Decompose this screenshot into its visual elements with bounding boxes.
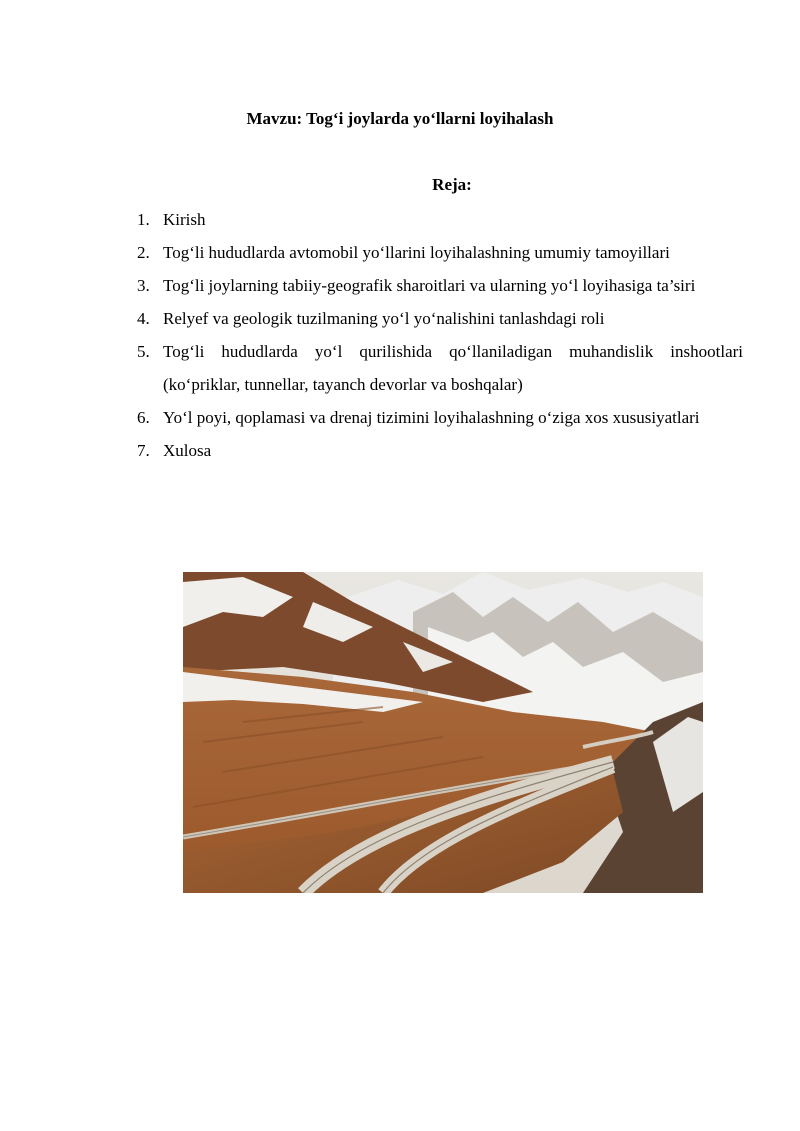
plan-item-7 bbox=[137, 434, 743, 467]
plan-item-number: 1. bbox=[137, 210, 150, 229]
plan-item-1 bbox=[137, 203, 743, 236]
plan-heading: Reja: bbox=[432, 175, 472, 194]
plan-item-text: Tog‘li hududlarda yo‘l qurilishida qo‘llaniladigan muhandislik inshootlari (ko‘priklar, tunnellar, tayanch devorlar va boshqalar) bbox=[163, 342, 743, 394]
plan-item-number: 3. bbox=[137, 276, 150, 295]
plan-item-text: Relyef va geologik tuzilmaning yo‘l yo‘nalishini tanlashdagi roli bbox=[163, 309, 605, 328]
plan-item-text: Yo‘l poyi, qoplamasi va drenaj tizimini loyihalashning o‘ziga xos xususiyatlari bbox=[163, 408, 700, 427]
plan-item-4 bbox=[137, 302, 743, 335]
plan-item-6 bbox=[137, 401, 743, 434]
plan-item-text: Kirish bbox=[163, 210, 206, 229]
plan-item-text: Tog‘li hududlarda avtomobil yo‘llarini loyihalashning umumiy tamoyillari bbox=[163, 243, 670, 262]
plan-item-text: Tog‘li joylarning tabiiy-geografik sharoitlari va ularning yo‘l loyihasiga ta’siri bbox=[163, 276, 696, 295]
plan-item-5 bbox=[137, 335, 743, 401]
plan-item-number: 2. bbox=[137, 243, 150, 262]
mountain-road-photo bbox=[183, 572, 703, 893]
plan-item-number: 6. bbox=[137, 408, 150, 427]
plan-item-number: 7. bbox=[137, 441, 150, 460]
plan-item-3 bbox=[137, 269, 743, 302]
plan-item-number: 4. bbox=[137, 309, 150, 328]
document-title: Mavzu: Tog‘i joylarda yo‘llarni loyihalash bbox=[246, 109, 554, 128]
plan-list bbox=[137, 203, 743, 467]
plan-item-2 bbox=[137, 236, 743, 269]
mountain-road-illustration bbox=[183, 572, 703, 893]
plan-item-number: 5. bbox=[137, 342, 150, 361]
plan-item-text: Xulosa bbox=[163, 441, 212, 460]
